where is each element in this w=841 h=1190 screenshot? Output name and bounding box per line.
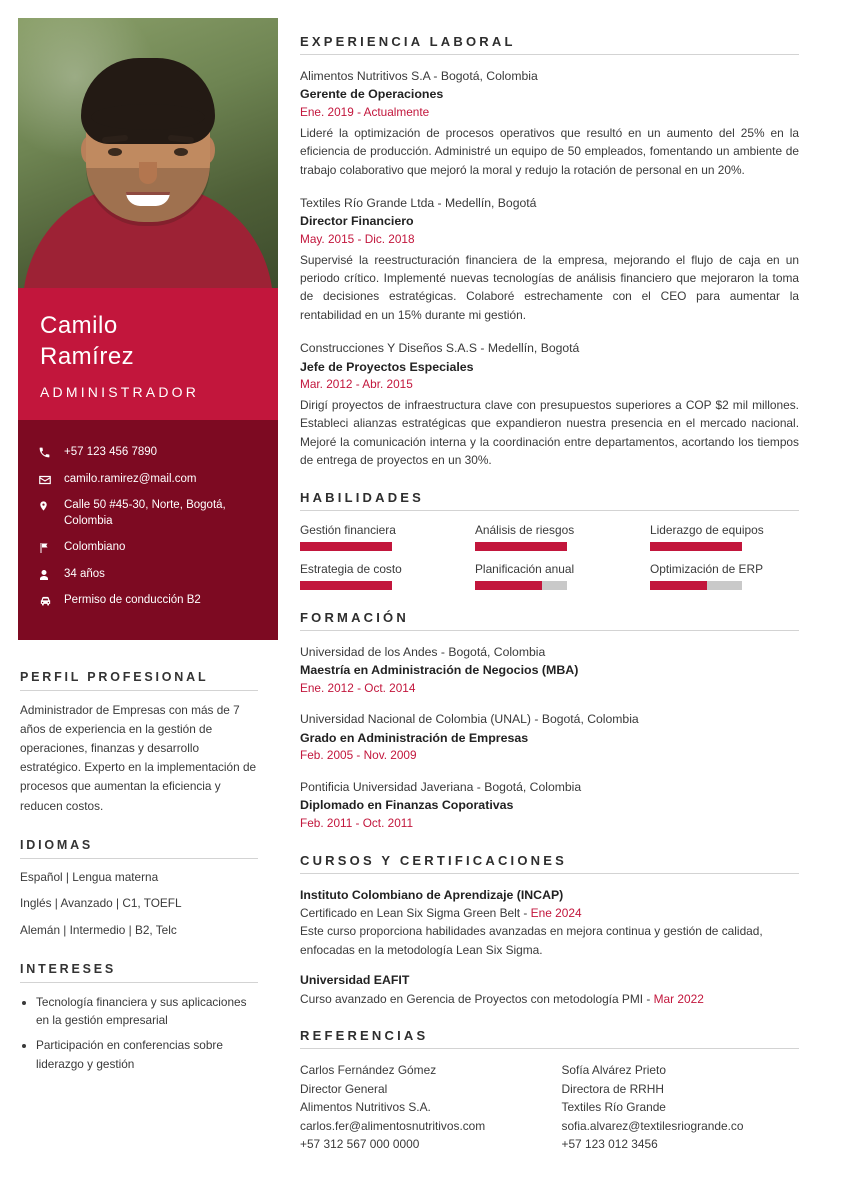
education-section-title: FORMACIÓN xyxy=(300,609,409,625)
contact-age xyxy=(38,567,258,583)
skill-bar-fill xyxy=(300,581,392,590)
education-degree: Maestría en Administración de Negocios (MBA) xyxy=(300,663,579,678)
section-courses xyxy=(300,853,799,1009)
first-name: Camilo xyxy=(40,312,118,339)
reference-phone: +57 123 012 3456 xyxy=(561,1137,658,1152)
contact-nationality xyxy=(38,540,258,556)
education-item xyxy=(300,710,799,765)
divider xyxy=(20,982,258,983)
divider xyxy=(300,630,799,631)
education-dates: Feb. 2005 - Nov. 2009 xyxy=(300,748,417,763)
experience-role: Director Financiero xyxy=(300,214,414,229)
reference-company: Textiles Río Grande xyxy=(561,1100,666,1115)
experience-dates: Mar. 2012 - Abr. 2015 xyxy=(300,377,413,392)
nationality-text: Colombiano xyxy=(64,541,126,554)
flag-icon xyxy=(38,540,64,555)
experience-description: Dirigí proyectos de infraestructura clave con presupuestos superiores a COP $2 mil millones. Estableci alianzas estratégicas que expandieron nuestra presencia en el mercado nacional. Mejoré la comunicación interna y la coordinación entre departamentos, acortando los tiempos de entrega de proyectos en un 30%. xyxy=(300,397,799,468)
course-org: Universidad EAFIT xyxy=(300,973,410,988)
phone-icon xyxy=(38,445,64,459)
skill-bar-fill xyxy=(650,542,742,551)
skill-bar-track xyxy=(475,581,567,590)
reference-name: Sofía Alvárez Prieto xyxy=(561,1063,666,1078)
address-line-1: Calle 50 #45-30, Norte, Bogotá, xyxy=(64,499,226,512)
reference-email: sofia.alvarez@textilesriogrande.co xyxy=(561,1118,744,1133)
experience-section-title: EXPERIENCIA LABORAL xyxy=(300,34,516,49)
skills-grid xyxy=(300,523,799,590)
address-line-2: Colombia xyxy=(64,514,113,527)
skill-label: Planificación anual xyxy=(475,561,575,576)
education-dates: Ene. 2012 - Oct. 2014 xyxy=(300,680,416,695)
experience-description: Lideré la optimización de procesos operativos que resultó en un aumento del 25% en la eficiencia de producción. Administré un equipo de 50 empleados, fomentando un ambiente de trabajo colaborativo que mejoró la moral y redujo la rotación de personal en un 20%. xyxy=(300,125,799,177)
course-name-text: Certificado en Lean Six Sigma Green Belt - xyxy=(300,905,531,920)
education-org: Universidad Nacional de Colombia (UNAL) - Bogotá, Colombia xyxy=(300,712,639,727)
skill-bar-track xyxy=(650,581,742,590)
contact-license xyxy=(38,593,258,609)
location-pin-icon xyxy=(38,498,64,513)
experience-role: Gerente de Operaciones xyxy=(300,87,444,102)
skill-item xyxy=(300,562,449,590)
contact-phone xyxy=(38,445,258,461)
course-date: Mar 2022 xyxy=(653,991,704,1006)
left-body xyxy=(18,640,278,1073)
experience-item xyxy=(300,339,799,469)
skill-label: Gestión financiera xyxy=(300,522,396,537)
phone-text: +57 123 456 7890 xyxy=(64,446,158,459)
references-section-title: REFERENCIAS xyxy=(300,1028,429,1044)
section-interests xyxy=(20,962,258,1073)
divider xyxy=(300,510,799,511)
last-name: Ramírez xyxy=(40,343,135,371)
skill-label: Optimización de ERP xyxy=(650,561,764,576)
reference-item xyxy=(300,1061,538,1153)
experience-org: Textiles Río Grande Ltda - Medellín, Bogotá xyxy=(300,195,537,210)
course-description: Este curso proporciona habilidades avanzadas en mejora continua y gestión de calidad, enfocadas en la metodología Lean Six Sigma. xyxy=(300,924,763,957)
list-item: Alemán | Intermedio | B2, Telc xyxy=(20,923,177,938)
skill-bar-track xyxy=(300,581,392,590)
profile-section-title: PERFIL PROFESIONAL xyxy=(20,669,209,684)
course-item xyxy=(300,886,799,960)
references-grid xyxy=(300,1061,799,1153)
email-icon xyxy=(38,472,64,487)
skill-item xyxy=(475,523,624,551)
skills-section-title: HABILIDADES xyxy=(300,489,425,505)
skill-item xyxy=(650,562,799,590)
interests-section-title: INTERESES xyxy=(20,961,117,976)
course-name-text: Curso avanzado en Gerencia de Proyectos con metodología PMI - xyxy=(300,991,654,1006)
section-education xyxy=(300,610,799,833)
education-degree: Grado en Administración de Empresas xyxy=(300,730,529,745)
reference-company: Alimentos Nutritivos S.A. xyxy=(300,1100,431,1115)
divider xyxy=(300,1048,799,1049)
skill-bar-fill xyxy=(300,542,392,551)
divider xyxy=(300,873,799,874)
languages-section-title: IDIOMAS xyxy=(20,837,94,852)
email-text: camilo.ramirez@mail.com xyxy=(64,472,197,485)
reference-name: Carlos Fernández Gómez xyxy=(300,1063,437,1078)
course-name xyxy=(300,904,799,922)
reference-role: Directora de RRHH xyxy=(561,1081,664,1096)
skill-item xyxy=(650,523,799,551)
license-text: Permiso de conducción B2 xyxy=(64,594,201,607)
experience-dates: Ene. 2019 - Actualmente xyxy=(300,104,430,119)
course-name xyxy=(300,990,799,1008)
profile-section-text: Administrador de Empresas con más de 7 años de experiencia en la gestión de operaciones, finanzas y desarrollo estratégico. Experto en la implementación de procesos que aumentan la eficiencia y reducen costos. xyxy=(20,702,257,813)
experience-org: Construcciones Y Diseños S.A.S - Medellín, Bogotá xyxy=(300,341,580,356)
skill-item xyxy=(475,562,624,590)
interests-list xyxy=(20,993,258,1073)
education-degree: Diplomado en Finanzas Coporativas xyxy=(300,798,514,813)
reference-role: Director General xyxy=(300,1081,388,1096)
education-dates: Feb. 2011 - Oct. 2011 xyxy=(300,815,414,830)
experience-item xyxy=(300,67,799,179)
experience-description: Supervisé la reestructuración financiera de la empresa, mejorando el flujo de caja en un periodo crítico. Implementé nuevas tecnologías de análisis financiero que mejoraron la toma de decisiones estratégicas. Colaboré estrechamente con el CEO para aumentar la rentabilidad en un 15% durante mi gestión. xyxy=(300,252,799,322)
experience-dates: May. 2015 - Dic. 2018 xyxy=(300,231,415,246)
list-item: • Tecnología financiera y sus aplicaciones en la gestión empresarial xyxy=(36,993,258,1030)
skill-label: Liderazgo de equipos xyxy=(650,522,764,537)
section-references xyxy=(300,1028,799,1153)
education-org: Universidad de los Andes - Bogotá, Colombia xyxy=(300,644,546,659)
skill-label: Análisis de riesgos xyxy=(475,522,575,537)
right-column xyxy=(278,0,841,1190)
person-icon xyxy=(38,567,64,582)
contact-address xyxy=(38,498,258,529)
age-text: 34 años xyxy=(64,567,105,580)
skill-bar-track xyxy=(650,542,742,551)
reference-email: carlos.fer@alimentosnutritivos.com xyxy=(300,1118,486,1133)
reference-phone: +57 312 567 000 0000 xyxy=(300,1137,420,1152)
profile-photo xyxy=(18,18,278,288)
name-block xyxy=(18,288,278,420)
car-icon xyxy=(38,593,64,608)
course-date: Ene 2024 xyxy=(530,905,582,920)
list-item: Inglés | Avanzado | C1, TOEFL xyxy=(20,896,182,911)
contact-block xyxy=(18,420,278,640)
education-item xyxy=(300,643,799,698)
job-title: ADMINISTRADOR xyxy=(40,384,200,401)
list-item: • Participación en conferencias sobre liderazgo y gestión xyxy=(36,1036,258,1073)
section-languages xyxy=(20,838,258,940)
experience-item xyxy=(300,194,799,324)
skill-bar-fill xyxy=(475,542,567,551)
address-text xyxy=(64,498,258,529)
divider xyxy=(20,690,258,691)
reference-item xyxy=(562,1061,800,1153)
skill-label: Estrategia de costo xyxy=(300,561,402,576)
courses-section-title: CURSOS Y CERTIFICACIONES xyxy=(300,852,568,868)
left-column xyxy=(0,0,278,1190)
skill-bar-fill xyxy=(475,581,542,590)
experience-role: Jefe de Proyectos Especiales xyxy=(300,359,474,374)
skill-bar-track xyxy=(475,542,567,551)
education-org: Pontificia Universidad Javeriana - Bogotá, Colombia xyxy=(300,779,582,794)
portrait-illustration xyxy=(18,18,278,288)
skill-item xyxy=(300,523,449,551)
skill-bar-fill xyxy=(650,581,707,590)
course-item xyxy=(300,971,799,1008)
contact-email xyxy=(38,472,258,488)
skill-bar-track xyxy=(300,542,392,551)
list-item: Español | Lengua materna xyxy=(20,869,159,884)
section-skills xyxy=(300,490,799,590)
education-item xyxy=(300,778,799,833)
course-org: Instituto Colombiano de Aprendizaje (INCAP) xyxy=(300,887,564,902)
section-experience xyxy=(300,34,799,470)
section-profile xyxy=(20,670,258,816)
divider xyxy=(20,858,258,859)
experience-org: Alimentos Nutritivos S.A - Bogotá, Colombia xyxy=(300,69,538,83)
divider xyxy=(300,54,799,55)
